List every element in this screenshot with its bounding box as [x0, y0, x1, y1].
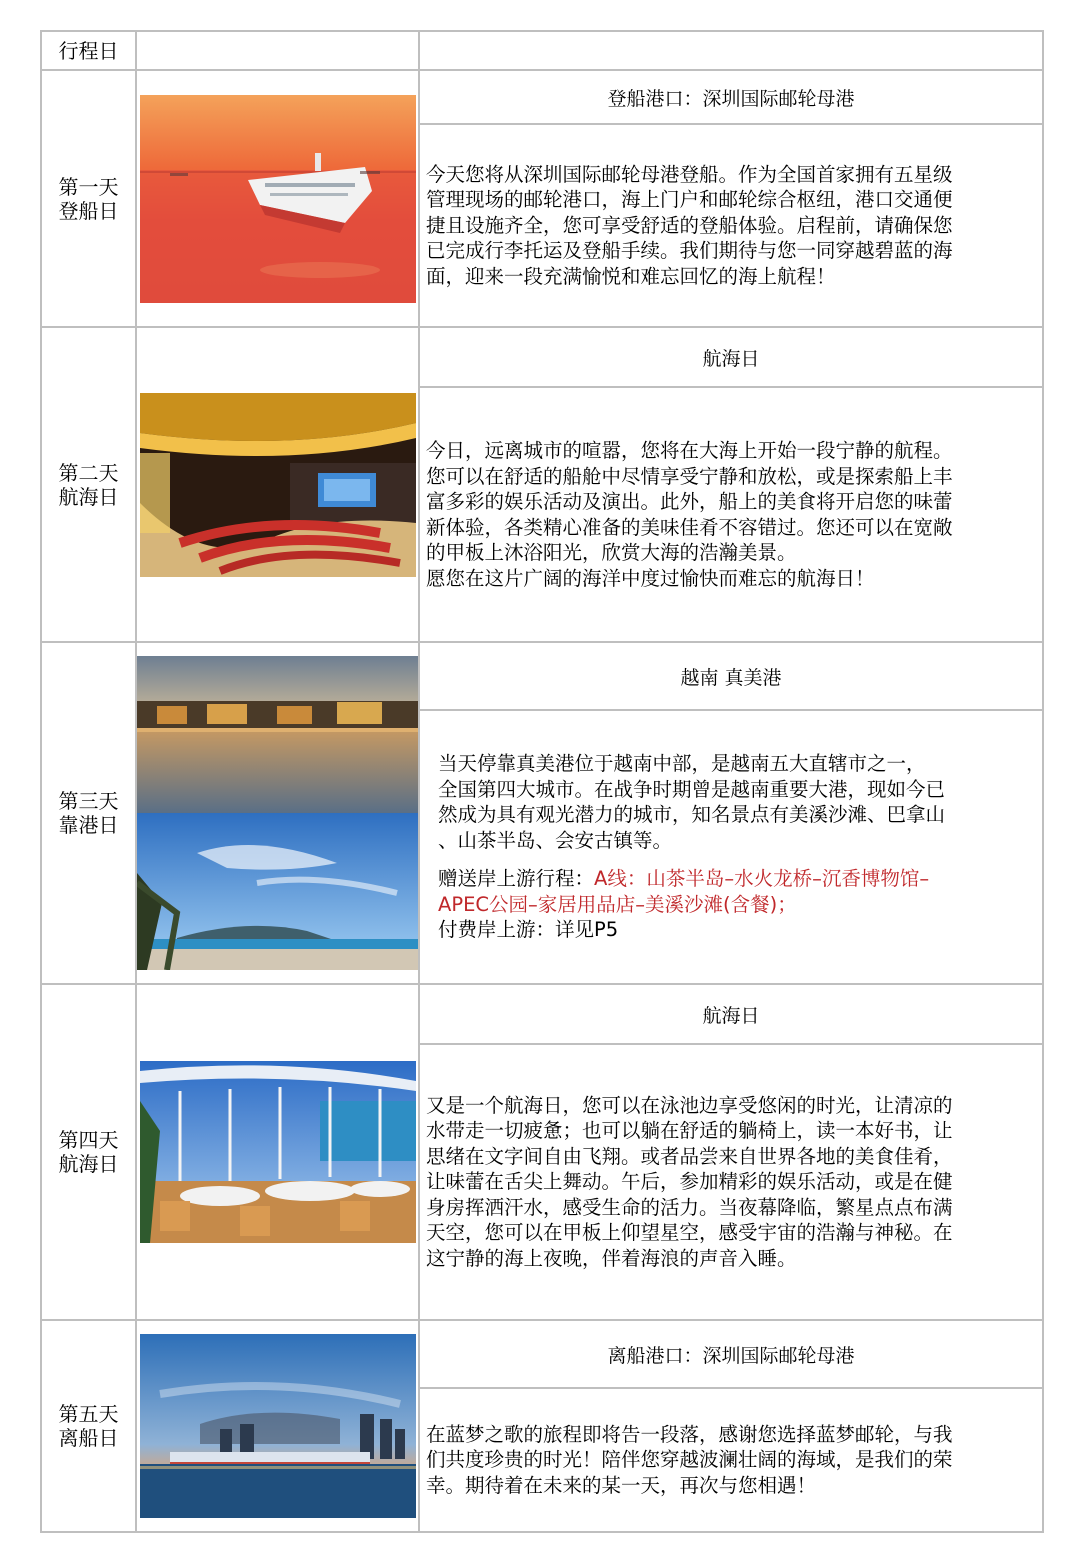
- day-row-1: [42, 69, 1042, 326]
- day-description: [420, 711, 1042, 983]
- day-description: [420, 1389, 1042, 1531]
- day-label-cell: [42, 1321, 137, 1531]
- desc-line: 您可以在舒适的船舱中尽情享受宁静和放松，或是探索船上丰: [426, 464, 953, 488]
- desc-line: 管理现场的邮轮港口，海上门户和邮轮综合枢纽，港口交通便: [426, 188, 953, 212]
- theater-photo: [140, 393, 416, 577]
- desc-line: 身房挥洒汗水，感受生命的活力。当夜幕降临，繁星点点布满: [426, 1195, 953, 1219]
- desc-line: 今日，远离城市的喧嚣，您将在大海上开始一段宁静的航程。: [426, 439, 953, 462]
- desc-line: 已完成行李托运及登船手续。我们期待与您一同穿越碧蓝的海: [426, 239, 953, 263]
- header-desc-cell: [420, 32, 1042, 69]
- day-image-cell: [137, 1321, 420, 1531]
- beach-photo: [137, 813, 418, 970]
- day-image-cell: [137, 985, 420, 1319]
- day-label-cell: [42, 643, 137, 983]
- header-image-cell: [137, 32, 420, 69]
- desc-line: 们共度珍贵的时光！陪伴您穿越波澜壮阔的海域，是我们的荣: [426, 1448, 953, 1472]
- day-desc-cell: [420, 1321, 1042, 1531]
- day-label-cell: [42, 328, 137, 641]
- day-desc-cell: [420, 985, 1042, 1319]
- day-row-5: [42, 1319, 1042, 1531]
- day-row-2: [42, 326, 1042, 641]
- day-title: 登船港口：深圳国际邮轮母港: [420, 71, 1042, 125]
- paid-excursion: 付费岸上游：详见P5: [438, 918, 619, 942]
- day-desc-cell: [420, 71, 1042, 326]
- desc-line: 水带走一切疲惫；也可以躺在舒适的躺椅上，读一本好书，让: [426, 1119, 953, 1143]
- desc-line: 当天停靠真美港位于越南中部，是越南五大直辖市之一，: [438, 752, 926, 776]
- day-description: [420, 125, 1042, 326]
- day-image-cell: [137, 71, 420, 326]
- day-name: 第五天: [58, 1402, 119, 1426]
- header-row: [42, 32, 1042, 69]
- desc-line: 新体验，各类精心准备的美味佳肴不容错过。您还可以在宽敞: [426, 515, 953, 539]
- desc-line: 、山茶半岛、会安古镇等。: [438, 828, 673, 852]
- cruise-ship-sunset-photo: [140, 95, 416, 303]
- excursion-line: [438, 866, 1036, 892]
- day-name: 第四天: [58, 1128, 119, 1152]
- desc-line: 愿您在这片广阔的海洋中度过愉快而难忘的航海日！: [426, 566, 875, 590]
- day-row-3: [42, 641, 1042, 983]
- day-title: 航海日: [420, 985, 1042, 1045]
- desc-line: 让味蕾在舌尖上舞动。午后，参加精彩的娱乐活动，或是在健: [426, 1170, 953, 1194]
- desc-line: 面，迎来一段充满愉悦和难忘回忆的海上航程！: [426, 264, 836, 288]
- deck-restaurant-photo: [140, 1061, 416, 1243]
- day-label-cell: [42, 71, 137, 326]
- day-name: 第二天: [58, 460, 119, 485]
- excursion-label: 赠送岸上游行程：: [438, 867, 595, 891]
- day-title: 离船港口：深圳国际邮轮母港: [420, 1321, 1042, 1389]
- day-name: 第一天: [58, 174, 119, 199]
- day-type: 航海日: [58, 1152, 119, 1176]
- desc-line: 然成为具有观光潜力的城市，知名景点有美溪沙滩、巴拿山: [438, 803, 946, 827]
- desc-line: 富多彩的娱乐活动及演出。此外，船上的美食将开启您的味蕾: [426, 490, 953, 513]
- day-label-cell: [42, 985, 137, 1319]
- desc-line: 幸。期待着在未来的某一天，再次与您相遇！: [426, 1473, 817, 1497]
- day-type: 离船日: [58, 1426, 119, 1450]
- excursion-route-cont: APEC公园–家居用品店–美溪沙滩(含餐)；: [438, 892, 797, 916]
- day-image-cell: [137, 643, 420, 983]
- desc-line: 天空，您可以在甲板上仰望星空，感受宇宙的浩瀚与神秘。在: [426, 1221, 953, 1245]
- itinerary-table: [40, 30, 1044, 1533]
- day-row-4: [42, 983, 1042, 1319]
- excursion-route: A线：山茶半岛–水火龙桥–沉香博物馆–: [594, 867, 930, 891]
- port-photos: [137, 656, 418, 970]
- desc-line: 这宁静的海上夜晚，伴着海浪的声音入睡。: [426, 1246, 797, 1270]
- header-day-cell: 行程日: [42, 32, 137, 69]
- day-desc-cell: [420, 643, 1042, 983]
- desc-line: 捷且设施齐全，您可享受舒适的登船体验。启程前，请确保您: [426, 213, 953, 237]
- day-description: [420, 388, 1042, 641]
- day-description: [420, 1045, 1042, 1319]
- day-title: 越南 真美港: [420, 643, 1042, 711]
- day-name: 第三天: [58, 789, 119, 813]
- desc-line: 又是一个航海日，您可以在泳池边享受悠闲的时光，让清凉的: [426, 1093, 953, 1117]
- desc-line: 的甲板上沐浴阳光，欣赏大海的浩瀚美景。: [426, 541, 797, 564]
- desc-line: 思绪在文字间自由飞翔。或者品尝来自世界各地的美食佳肴，: [426, 1144, 953, 1168]
- day-title: 航海日: [420, 328, 1042, 388]
- desc-line: 全国第四大城市。在战争时期曾是越南重要大港，现如今已: [438, 777, 946, 801]
- day-type: 登船日: [58, 198, 119, 223]
- day-type: 靠港日: [58, 813, 119, 837]
- day-image-cell: [137, 328, 420, 641]
- desc-line: 在蓝梦之歌的旅程即将告一段落，感谢您选择蓝梦邮轮，与我: [426, 1422, 953, 1446]
- desc-line: 今天您将从深圳国际邮轮母港登船。作为全国首家拥有五星级: [426, 162, 953, 186]
- shenzhen-port-photo: [140, 1334, 416, 1518]
- day-type: 航海日: [58, 484, 119, 509]
- day-desc-cell: [420, 328, 1042, 641]
- hoi-an-river-photo: [137, 656, 418, 813]
